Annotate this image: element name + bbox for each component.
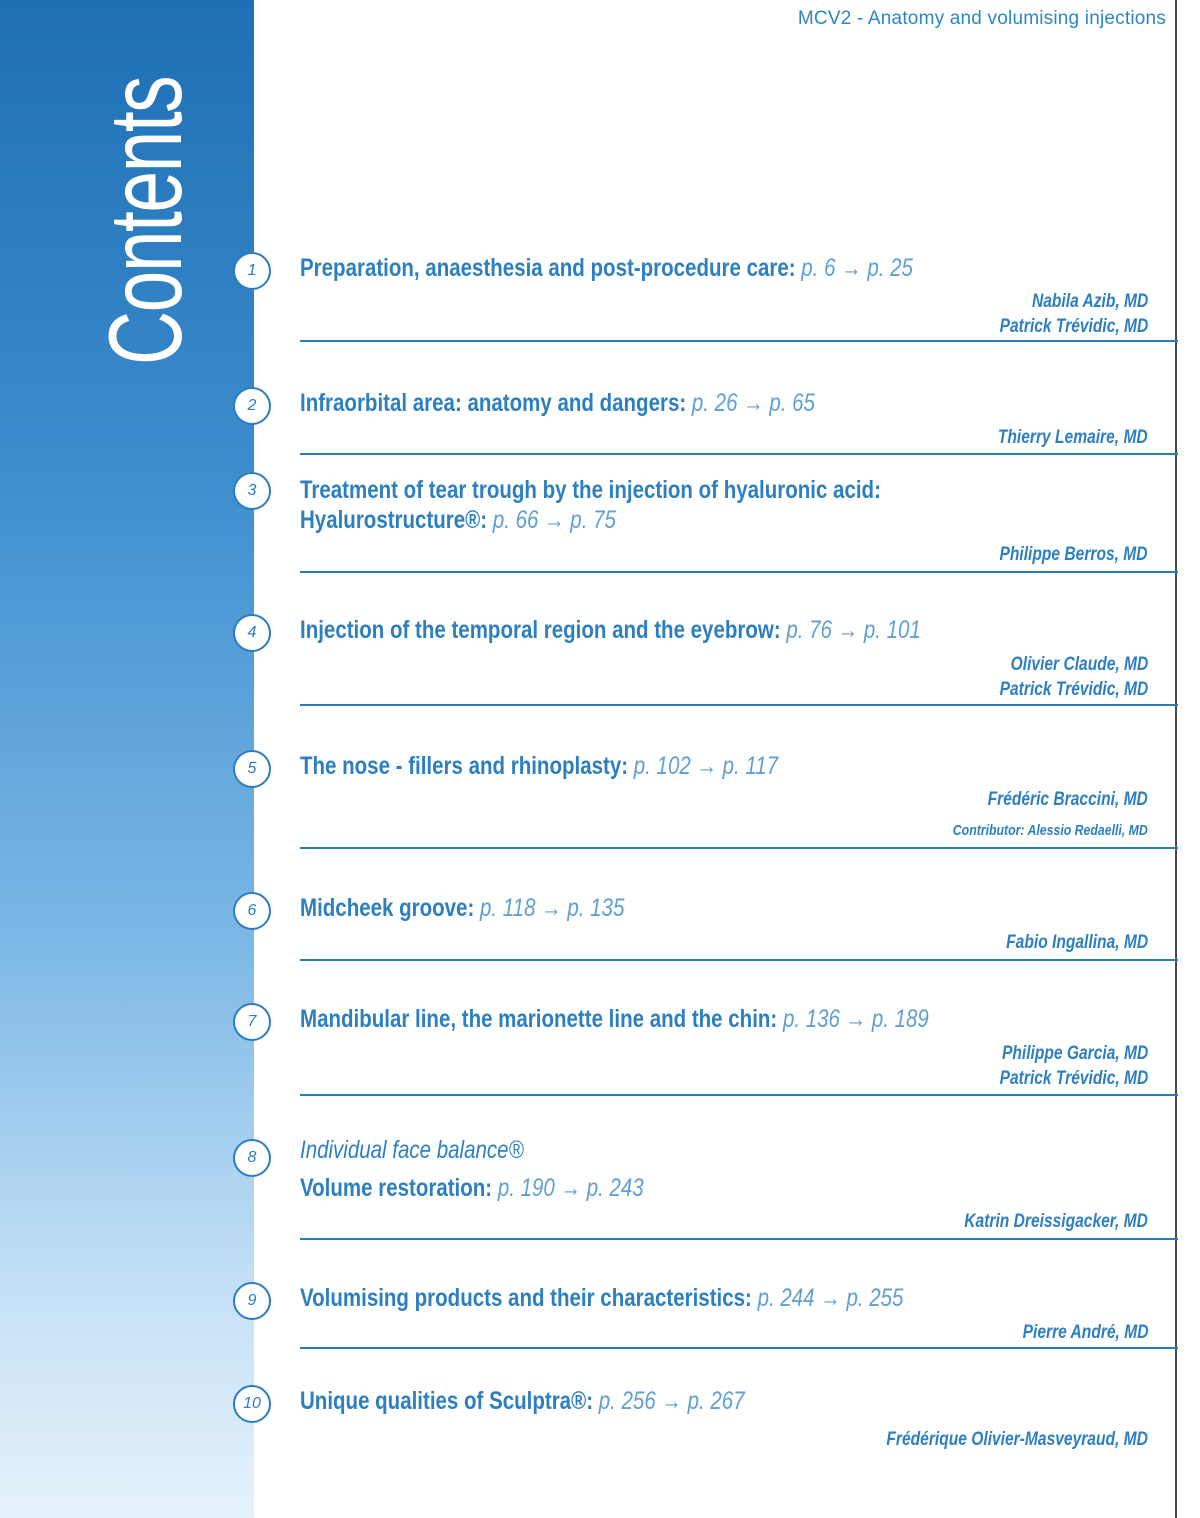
chapter-number: 6: [233, 892, 271, 930]
page-range: p. 190 → p. 243: [497, 1174, 644, 1202]
chapter-authors: [967, 289, 1148, 339]
chapter-title: Mandibular line, the marionette line and the chin: p. 136 → p. 189: [300, 1005, 929, 1033]
chapter-number: 4: [233, 614, 271, 652]
chapter-divider: [300, 340, 1178, 342]
chapter-divider: [300, 1347, 1178, 1349]
author: Pierre André, MD: [1022, 1322, 1148, 1343]
chapter-entry-9[interactable]: [230, 1282, 1178, 1354]
page-range: p. 6 → p. 25: [801, 254, 913, 282]
running-head: MCV2 - Anatomy and volumising injections: [797, 8, 1166, 29]
chapter-authors: [967, 652, 1148, 702]
chapter-entry-1[interactable]: [230, 250, 1178, 346]
chapter-title: Individual face balance®: [300, 1136, 524, 1164]
chapter-number: 3: [233, 472, 271, 510]
chapter-authors: [975, 930, 1148, 955]
chapter-divider: [300, 1094, 1178, 1096]
page-range: p. 76 → p. 101: [786, 616, 921, 644]
chapter-title: Preparation, anaesthesia and post-procedure care: p. 6 → p. 25: [300, 254, 913, 282]
chapter-authors: [924, 1209, 1148, 1234]
page-range: p. 244 → p. 255: [757, 1284, 904, 1312]
author: Patrick Trévidic, MD: [999, 1068, 1148, 1089]
author: Philippe Berros, MD: [999, 544, 1148, 565]
chapter-entry-8[interactable]: [230, 1135, 1178, 1243]
author: Thierry Lemaire, MD: [998, 427, 1148, 448]
chapter-title: Midcheek groove: p. 118 → p. 135: [300, 894, 625, 922]
chapter-title: Unique qualities of Sculptra®: p. 256 → p. 267: [300, 1387, 745, 1415]
author: Frédéric Braccini, MD: [987, 789, 1148, 810]
chapter-number: 9: [233, 1282, 271, 1320]
chapter-divider: [300, 453, 1178, 455]
chapter-divider: [300, 704, 1178, 706]
chapter-entry-2[interactable]: [230, 387, 1178, 459]
author: Olivier Claude, MD: [1010, 654, 1148, 675]
contributor: Contributor: Alessio Redaelli, MD: [953, 822, 1148, 839]
chapter-number: 2: [233, 387, 271, 425]
chapter-number: 1: [233, 252, 271, 290]
chapter-number: 5: [233, 750, 271, 788]
chapter-entry-7[interactable]: [230, 1003, 1178, 1099]
chapter-authors: [995, 1320, 1148, 1345]
author: Patrick Trévidic, MD: [999, 679, 1148, 700]
author: Philippe Garcia, MD: [1001, 1043, 1148, 1064]
page-range: p. 66 → p. 75: [492, 506, 616, 534]
chapter-title: The nose - fillers and rhinoplasty: p. 102 → p. 117: [300, 752, 779, 780]
page-range: p. 26 → p. 65: [691, 389, 815, 417]
page-range: p. 118 → p. 135: [480, 894, 625, 922]
chapter-title-line2: Volume restoration: p. 190 → p. 243: [300, 1174, 644, 1202]
chapter-entry-6[interactable]: [230, 892, 1178, 964]
chapter-number: 10: [233, 1385, 271, 1423]
chapter-entry-5[interactable]: [230, 750, 1178, 853]
chapter-title-line2: Hyalurostructure®: p. 66 → p. 75: [300, 506, 616, 534]
author: Frédérique Olivier-Masveyraud, MD: [886, 1429, 1148, 1450]
chapter-authors: [965, 425, 1148, 450]
chapter-entry-10[interactable]: [230, 1385, 1178, 1457]
author: Katrin Dreissigacker, MD: [964, 1211, 1148, 1232]
author: Fabio Ingallina, MD: [1006, 932, 1148, 953]
author: Patrick Trévidic, MD: [999, 316, 1148, 337]
chapter-divider: [300, 847, 1178, 849]
chapter-authors: [910, 787, 1148, 843]
chapter-entry-3[interactable]: [230, 472, 1178, 577]
page-range: p. 136 → p. 189: [782, 1005, 929, 1033]
chapter-divider: [300, 1238, 1178, 1240]
chapter-number: 8: [233, 1139, 271, 1177]
chapter-divider: [300, 959, 1178, 961]
page-range: p. 256 → p. 267: [598, 1387, 745, 1415]
chapter-title: Treatment of tear trough by the injection of hyaluronic acid:: [300, 476, 881, 504]
chapter-title: Injection of the temporal region and the eyebrow: p. 76 → p. 101: [300, 616, 921, 644]
chapter-authors: [967, 542, 1148, 567]
chapter-authors: [829, 1427, 1148, 1452]
chapter-title: Infraorbital area: anatomy and dangers: p. 26 → p. 65: [300, 389, 815, 417]
chapter-authors: [967, 1041, 1148, 1091]
chapter-entry-4[interactable]: [230, 614, 1178, 710]
chapter-number: 7: [233, 1003, 271, 1041]
author: Nabila Azib, MD: [1031, 291, 1148, 312]
contents-title: Contents: [88, 76, 204, 365]
chapter-divider: [300, 571, 1178, 573]
chapter-title: Volumising products and their characteristics: p. 244 → p. 255: [300, 1284, 904, 1312]
page-range: p. 102 → p. 117: [633, 752, 779, 780]
